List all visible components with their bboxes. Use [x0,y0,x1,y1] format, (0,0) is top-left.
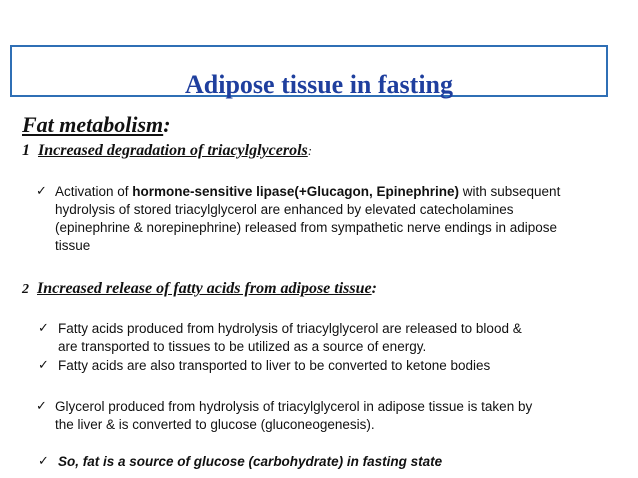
section1-bullet-line1: Activation of hormone-sensitive lipase(+Glucagon, Epinephrine) with subsequent [55,184,561,199]
section2-tail: : [371,280,377,297]
section1-bullet-line2: hydrolysis of stored triacylglycerol are enhanced by elevated catecholamines [55,202,514,217]
bullet-line: Glycerol produced from hydrolysis of triacylglycerol in adipose tissue is taken by [55,399,533,414]
section1-title: Increased degradation of triacylglycerols [38,142,308,159]
main-heading-colon: : [163,112,171,137]
checkmark-icon: ✓ [38,358,49,373]
section1-tail: : [307,143,313,158]
section2-number: 2 [22,282,29,297]
section2-title: Increased release of fatty acids from adipose tissue [37,280,372,297]
main-heading-text: Fat metabolism [22,112,164,137]
bullet-line: Fatty acids are also transported to liver to be converted to ketone bodies [58,358,491,373]
section1-bullet-line4: tissue [55,238,91,253]
section2-bullet-2 [38,357,618,375]
section2-bullet-3 [36,398,626,434]
bullet-line: the liver & is converted to glucose (gluconeogenesis). [55,417,375,432]
section2-heading [22,279,377,300]
section2-bullet-4 [38,453,618,471]
checkmark-icon: ✓ [38,321,49,336]
section1-bullet-line3: (epinephrine & norepinephrine) released from sympathetic nerve endings in adipose [55,220,558,235]
section1-number: 1 [22,142,30,159]
slide-title: Adipose tissue in fasting [185,70,453,99]
section1-bullet [36,183,631,255]
checkmark-icon: ✓ [36,399,47,414]
main-heading [22,111,171,139]
checkmark-icon: ✓ [36,184,47,199]
checkmark-icon: ✓ [38,454,49,469]
section2-bullet-1 [38,320,618,356]
conclusion-text: So, fat is a source of glucose (carbohydrate) in fasting state [58,454,443,469]
bullet-line: are transported to tissues to be utilized as a source of energy. [58,339,427,354]
section1-heading [22,141,312,161]
hormone-sensitive-lipase-text: hormone-sensitive lipase(+Glucagon, Epinephrine) [132,184,459,199]
bullet-line: Fatty acids produced from hydrolysis of triacylglycerol are released to blood & [58,321,522,336]
